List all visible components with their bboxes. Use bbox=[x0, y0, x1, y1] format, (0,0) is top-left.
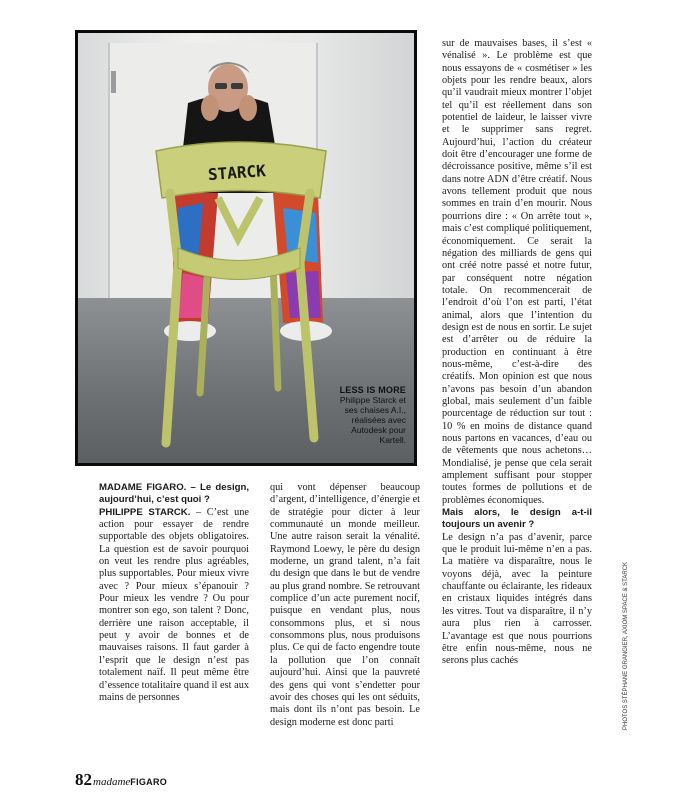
question-1-lead: MADAME FIGARO. – Le design, aujourd’hui, c’est quoi ? bbox=[99, 482, 249, 506]
answer-1-text: – C’est une action pour essayer de rendre supportable des objets obligatoires. La question est de savoir pourquoi on veut les rendre plus agréables, plus supportables. Pour mieux vivre avec ? Pour mieux s’épanouir ? Pour mieux les vendre ? Ou pour montrer son ego, son talent ? Donc, derrière une raison acceptable, il peut y avoir de bonnes et de mauvaises raisons. Il faut garder à l’esprit que le design n’est pas totalement naïf. Il peut même être d’essence totalitaire quand il est aux mains de personnes bbox=[99, 506, 249, 703]
text-column-3 bbox=[442, 38, 592, 668]
photo-caption bbox=[326, 385, 406, 445]
chair-leg-front-left bbox=[166, 193, 178, 443]
question-2 bbox=[442, 507, 592, 532]
magazine-name-a: madame bbox=[93, 776, 131, 788]
photo-credit-text: PHOTOS STÉPHANE GRANGIER, AXIOM SPACE & STARCK bbox=[623, 561, 629, 730]
caption-body: Philippe Starck et ses chaises A.I., réalisées avec Autodesk pour Kartell. bbox=[339, 395, 406, 445]
answer-1 bbox=[99, 507, 249, 705]
photo-credit bbox=[623, 560, 633, 730]
answer-1-speaker: PHILIPPE STARCK. bbox=[99, 506, 191, 518]
page-number: 82 bbox=[75, 770, 92, 789]
column-3-text: sur de mauvaises bases, il s’est « vénalisé ». Le problème est que nous essayons de « cosmétiser » les objets pour les rendre beaux, alors qu’il vaudrait mieux montrer l’objet tel qu’il est réellement dans son potentiel de laideur, le laisser vivre et le supprimer sans regret. Aujourd’hui, l’action du créateur doit être d’encourager une forme de décroissance positive, même s’il est dans notre ADN d’être créatif. Nous avons tellement produit que nous sommes en train d’en mourir. Nous pourrions dire : « On arrête tout », mais c’est compliqué politiquement, économiquement. Ce serait la négation des milliards de gens qui ont créé notre passé et notre futur, par conséquent notre négation totale. On recommencerait de l’endroit d’où l’on est parti, l’état animal, alors que l’intention du design est de nous en sortir. Le sujet est d’arrêter ou de réduire la production en continuant à être nous-même, c’est-à-dire des créatifs. Mon opinion est que nous n’avons pas besoin d’un abandon global, mais seulement d’un faible pourcentage de réduction sur tout : 10 % en moins de distance quand nous partons en vacances, d’eau ou de vêtements que nous achetons… Mondialisé, je pense que cela serait amplement suffisant pour stopper toutes formes de pollutions et de problèmes économiques. bbox=[442, 38, 592, 506]
chair-label: STARCK bbox=[207, 161, 267, 185]
magazine-name-b: FIGARO bbox=[130, 777, 168, 787]
text-column-2 bbox=[270, 482, 420, 729]
question-1 bbox=[99, 482, 249, 507]
portrait-photo bbox=[75, 30, 417, 466]
question-2-lead: Mais alors, le design a-t-il toujours un avenir ? bbox=[442, 507, 592, 531]
text-column-1 bbox=[99, 482, 249, 704]
answer-2: Le design n’a pas d’avenir, parce que le produit lui-même n’en a pas. La matière va disparaître, nous le voyons déjà, avec la peinture chauffante ou éclairante, les rideaux en cristaux liquides intégrés dans les vitres. Tout va disparaître, il n’y aura plus rien à carrosser. L’avantage est que nous pourrions être enfin nous-même, nous ne serons plus cachés bbox=[442, 531, 592, 667]
page-folio bbox=[75, 770, 167, 790]
caption-title: LESS IS MORE bbox=[339, 385, 406, 395]
column-2-text: qui vont dépenser beaucoup d’argent, d’intelligence, d’énergie et de stratégie pour dicter à leur communauté un monde meilleur. Une autre raison serait la vénalité. Raymond Loewy, le père du design moderne, un grand talent, n’a fait du design que dans le but de vendre au plus grand nombre. Se retrouvant complice d’un acte purement nocif, puisque en vendant plus, nous consommons plus, et si nous consommons plus, nous produisons plus. Ce qui de facto engendre toute la pollution que l’on connaît aujourd’hui. Ainsi que la pauvreté des gens qui vont s’endetter pour avoir des choses qui les ont séduits, mais dont ils n’ont pas besoin. Le design moderne est donc parti bbox=[270, 482, 420, 728]
